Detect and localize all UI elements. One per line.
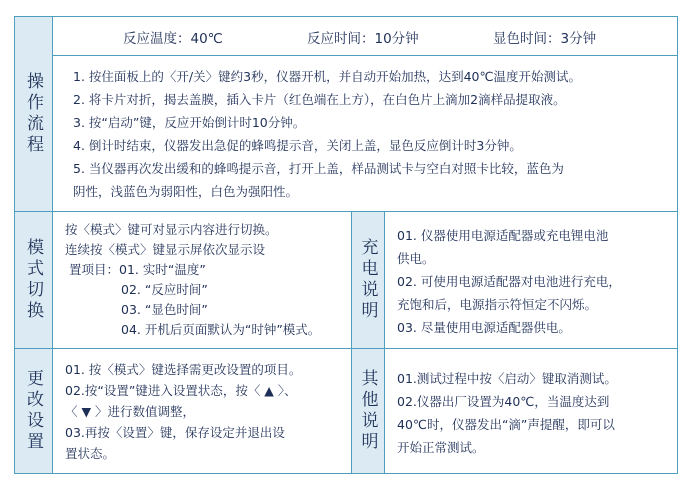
settings-line: 03.再按〈设置〉键，保存设定并退出设	[65, 425, 285, 440]
other-content	[385, 349, 677, 473]
charging-line: 01. 仪器使用电源适配器或充电锂电池	[397, 228, 609, 243]
procedure-step: 阴性，浅蓝色为弱阳性，白色为强阳性。	[73, 184, 299, 199]
charging-line: 供电。	[397, 251, 435, 266]
mode-line: 04. 开机后页面默认为“时钟”模式。	[121, 322, 321, 337]
other-line: 40℃时，仪器发出“滴”声提醒，即可以	[397, 417, 615, 432]
mode-content	[53, 212, 351, 348]
procedure-content	[53, 17, 677, 211]
reaction-temp: 反应温度：40℃	[123, 31, 223, 47]
mode-line: 02. “反应时间”	[121, 282, 208, 297]
other-label-cell	[351, 349, 385, 473]
procedure-label: 操作流程	[23, 72, 43, 156]
reaction-time: 反应时间：10分钟	[307, 31, 419, 47]
instruction-table	[14, 16, 678, 474]
charging-label-cell	[351, 212, 385, 348]
mode-label-cell	[15, 212, 53, 348]
header-divider	[53, 55, 677, 56]
procedure-step: 5. 当仪器再次发出缓和的蜂鸣提示音，打开上盖，样品测试卡与空白对照卡比较，蓝色为	[73, 161, 564, 176]
charging-line: 02. 可使用电源适配器对电池进行充电，	[397, 274, 621, 289]
charging-label: 充电说明	[357, 238, 378, 322]
other-line: 02.仪器出厂设置为40℃，当温度达到	[397, 394, 610, 409]
charging-line: 充饱和后，电源指示符恒定不闪烁。	[397, 297, 598, 312]
settings-line: 01. 按〈模式〉键选择需更改设置的项目。	[65, 362, 302, 377]
color-time: 显色时间：3分钟	[493, 31, 597, 47]
other-line: 开始正常测试。	[397, 440, 485, 455]
procedure-step: 4. 倒计时结束，仪器发出急促的蜂鸣提示音，关闭上盖，显色反应倒计时3分钟。	[73, 138, 522, 153]
procedure-step: 2. 将卡片对折，揭去盖膜，插入卡片（红色端在上方），在白色片上滴加2滴样品提取液。	[73, 92, 566, 107]
other-line: 01.测试过程中按〈启动〉键取消测试。	[397, 371, 617, 386]
procedure-steps	[73, 65, 581, 203]
other-label: 其他说明	[357, 369, 378, 453]
settings-line: 置状态。	[65, 446, 116, 461]
settings-content	[53, 349, 351, 473]
mode-line: 03. “显色时间”	[121, 302, 208, 317]
settings-label-cell	[15, 349, 53, 473]
header-params	[123, 27, 596, 47]
charging-content	[385, 212, 677, 348]
settings-label: 更改设置	[23, 369, 43, 453]
procedure-label-cell	[15, 17, 53, 211]
mode-line: 连续按〈模式〉键显示屏依次显示设	[65, 242, 266, 257]
procedure-step: 3. 按“启动”键，反应开始倒计时10分钟。	[73, 115, 306, 130]
mode-line: 置项目：01. 实时“温度”	[69, 262, 206, 277]
procedure-step: 1. 按住面板上的〈开/关〉键约3秒，仪器开机，并自动开始加热，达到40℃温度开始测试。	[73, 69, 582, 84]
charging-line: 03. 尽量使用电源适配器供电。	[397, 320, 571, 335]
mode-line: 按〈模式〉键可对显示内容进行切换。	[65, 222, 278, 237]
mode-label: 模式切换	[23, 238, 43, 322]
settings-line: 02.按“设置”键进入设置状态，按〈 ▲ 〉、	[65, 383, 297, 398]
settings-line: 〈 ▼ 〉进行数值调整，	[65, 404, 196, 419]
